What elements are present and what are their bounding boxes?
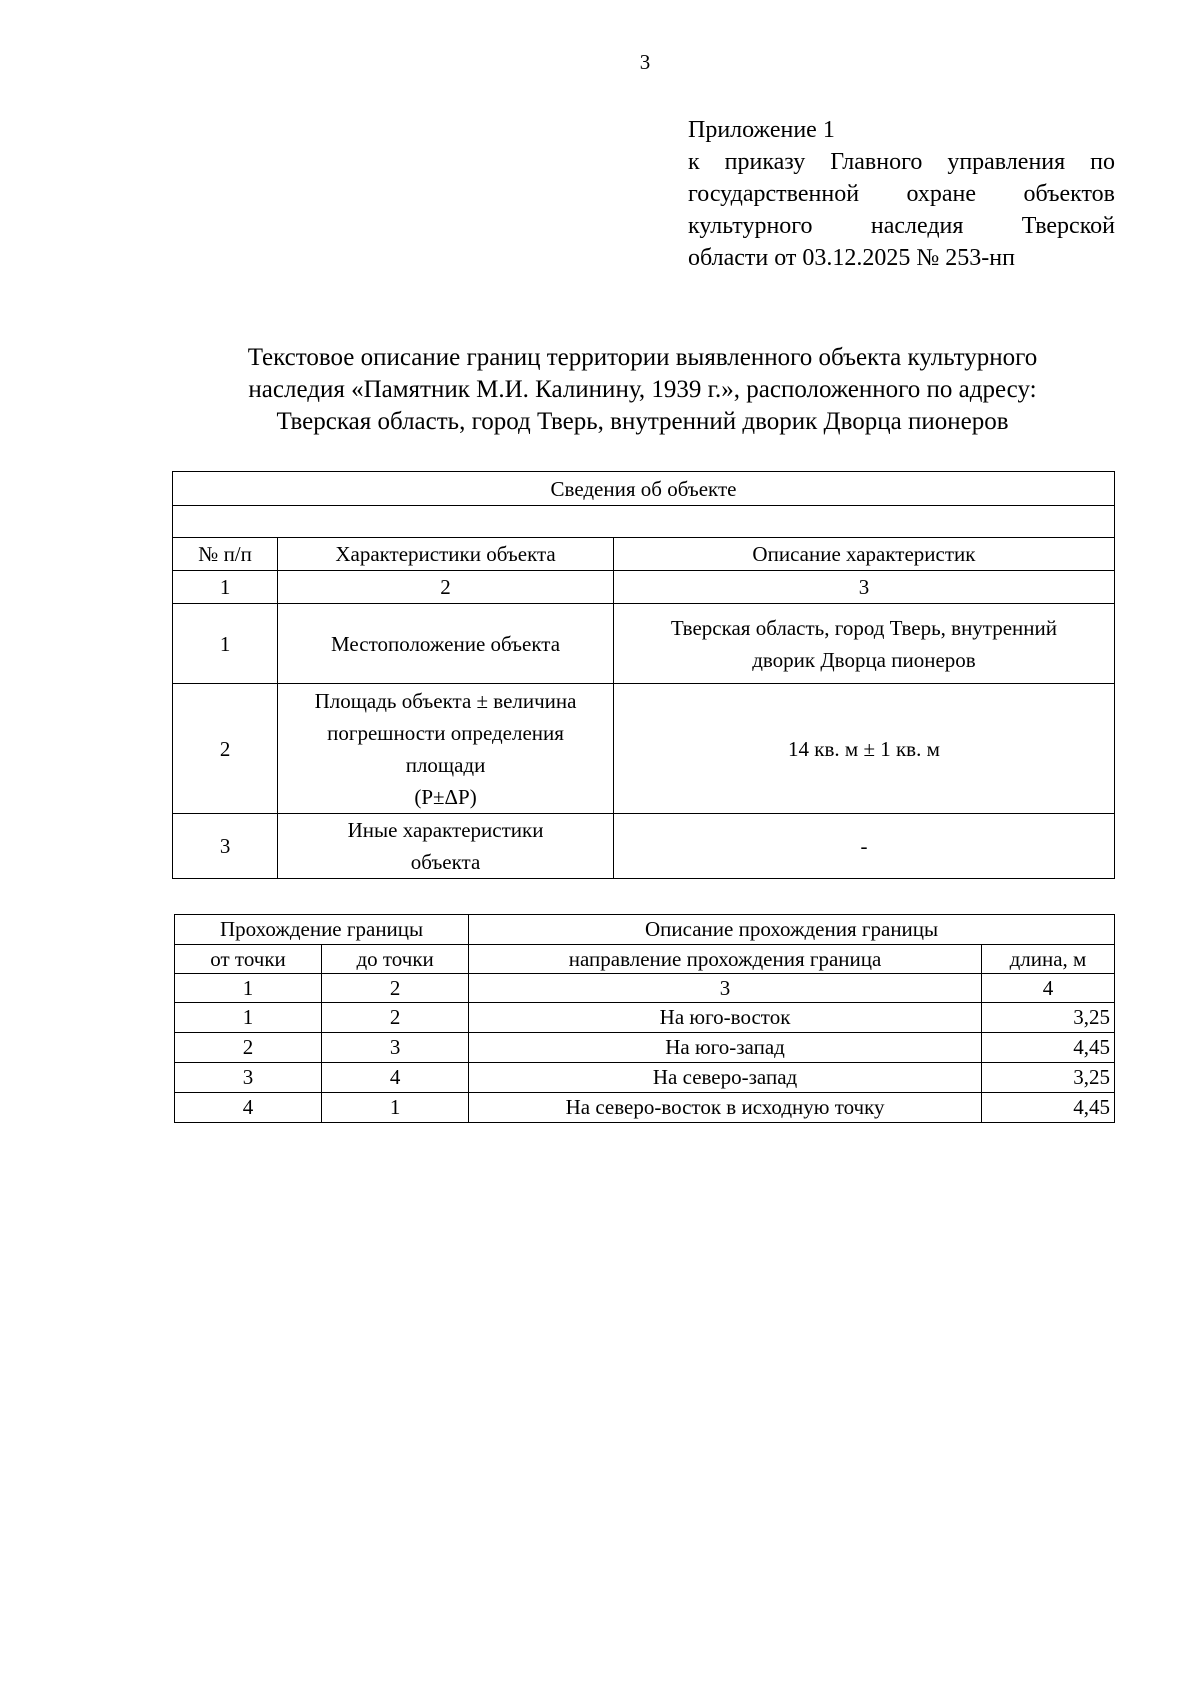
column-header: от точки — [175, 945, 322, 974]
appendix-line: культурного наследия Тверской — [688, 213, 1115, 239]
table-caption: Сведения об объекте — [173, 472, 1115, 506]
group-header-row — [175, 915, 1115, 945]
appendix-line: Приложение 1 — [688, 117, 835, 143]
column-number: 2 — [278, 571, 614, 604]
direction: На юго-запад — [469, 1033, 982, 1063]
characteristic-text: объекта — [410, 850, 481, 874]
to-point: 4 — [322, 1063, 469, 1093]
table-row — [175, 1003, 1115, 1033]
description-cell — [613, 604, 1114, 684]
to-point: 1 — [322, 1093, 469, 1123]
characteristic-text: Местоположение объекта — [331, 631, 561, 656]
appendix-line: области от 03.12.2025 № 253-нп — [688, 245, 1015, 271]
group-header: Прохождение границы — [175, 915, 469, 945]
column-header: Характеристики объекта — [278, 538, 614, 571]
description-cell — [613, 684, 1114, 814]
characteristic-cell — [278, 604, 614, 684]
column-header: направление прохождения граница — [469, 945, 982, 974]
from-point: 2 — [175, 1033, 322, 1063]
table-caption-row — [173, 472, 1115, 506]
description-text: дворик Дворца пионеров — [752, 647, 976, 672]
description-text: - — [860, 834, 868, 858]
description-text: Тверская область, город Тверь, внутренний — [670, 615, 1058, 640]
group-header: Описание прохождения границы — [469, 915, 1115, 945]
table-header-row — [173, 538, 1115, 571]
row-number: 3 — [173, 814, 278, 879]
row-number: 2 — [173, 684, 278, 814]
table-row — [175, 1033, 1115, 1063]
from-point: 1 — [175, 1003, 322, 1033]
column-header: длина, м — [981, 945, 1114, 974]
table-header-row — [175, 945, 1115, 974]
description-text: 14 кв. м ± 1 кв. м — [788, 736, 940, 761]
length: 4,45 — [981, 1033, 1114, 1063]
to-point: 2 — [322, 1003, 469, 1033]
page-number: 3 — [639, 50, 651, 74]
table-row — [173, 684, 1115, 814]
column-header: № п/п — [173, 538, 278, 571]
characteristic-text: Площадь объекта ± величина — [314, 688, 577, 713]
column-number-row — [175, 974, 1115, 1003]
column-header: до точки — [322, 945, 469, 974]
title-line: наследия «Памятник М.И. Калинину, 1939 г.», расположенного по адресу: — [248, 376, 1037, 403]
boundary-table — [174, 914, 1115, 1123]
direction: На северо-запад — [469, 1063, 982, 1093]
object-info-table — [172, 471, 1115, 879]
direction: На юго-восток — [469, 1003, 982, 1033]
column-header: Описание характеристик — [613, 538, 1114, 571]
table-row — [175, 1063, 1115, 1093]
from-point: 3 — [175, 1063, 322, 1093]
table-row — [173, 604, 1115, 684]
title-line: Текстовое описание границ территории выявленного объекта культурного — [247, 344, 1038, 371]
appendix-line: государственной охране объектов — [688, 181, 1115, 207]
characteristic-cell — [278, 684, 614, 814]
column-number: 3 — [613, 571, 1114, 604]
column-number: 2 — [322, 974, 469, 1003]
length: 3,25 — [981, 1063, 1114, 1093]
characteristic-text: площади — [405, 752, 486, 777]
column-number-row — [173, 571, 1115, 604]
description-cell — [613, 814, 1114, 879]
title-line: Тверская область, город Тверь, внутренний дворик Дворца пионеров — [276, 408, 1009, 435]
direction: На северо-восток в исходную точку — [469, 1093, 982, 1123]
appendix-line: к приказу Главного управления по — [688, 149, 1115, 175]
from-point: 4 — [175, 1093, 322, 1123]
column-number: 1 — [173, 571, 278, 604]
to-point: 3 — [322, 1033, 469, 1063]
characteristic-text: погрешности определения — [327, 720, 564, 745]
characteristic-text: (Р±ΔР) — [414, 784, 477, 809]
table-row — [173, 814, 1115, 879]
document-title — [150, 342, 1135, 438]
column-number: 3 — [469, 974, 982, 1003]
table-blank-row — [173, 506, 1115, 538]
table-row — [175, 1093, 1115, 1123]
characteristic-text: Иные характеристики — [347, 818, 544, 842]
row-number: 1 — [173, 604, 278, 684]
blank-cell — [173, 506, 1115, 538]
column-number: 1 — [175, 974, 322, 1003]
appendix-block — [688, 114, 1115, 274]
column-number: 4 — [981, 974, 1114, 1003]
length: 3,25 — [981, 1003, 1114, 1033]
length: 4,45 — [981, 1093, 1114, 1123]
characteristic-cell — [278, 814, 614, 879]
